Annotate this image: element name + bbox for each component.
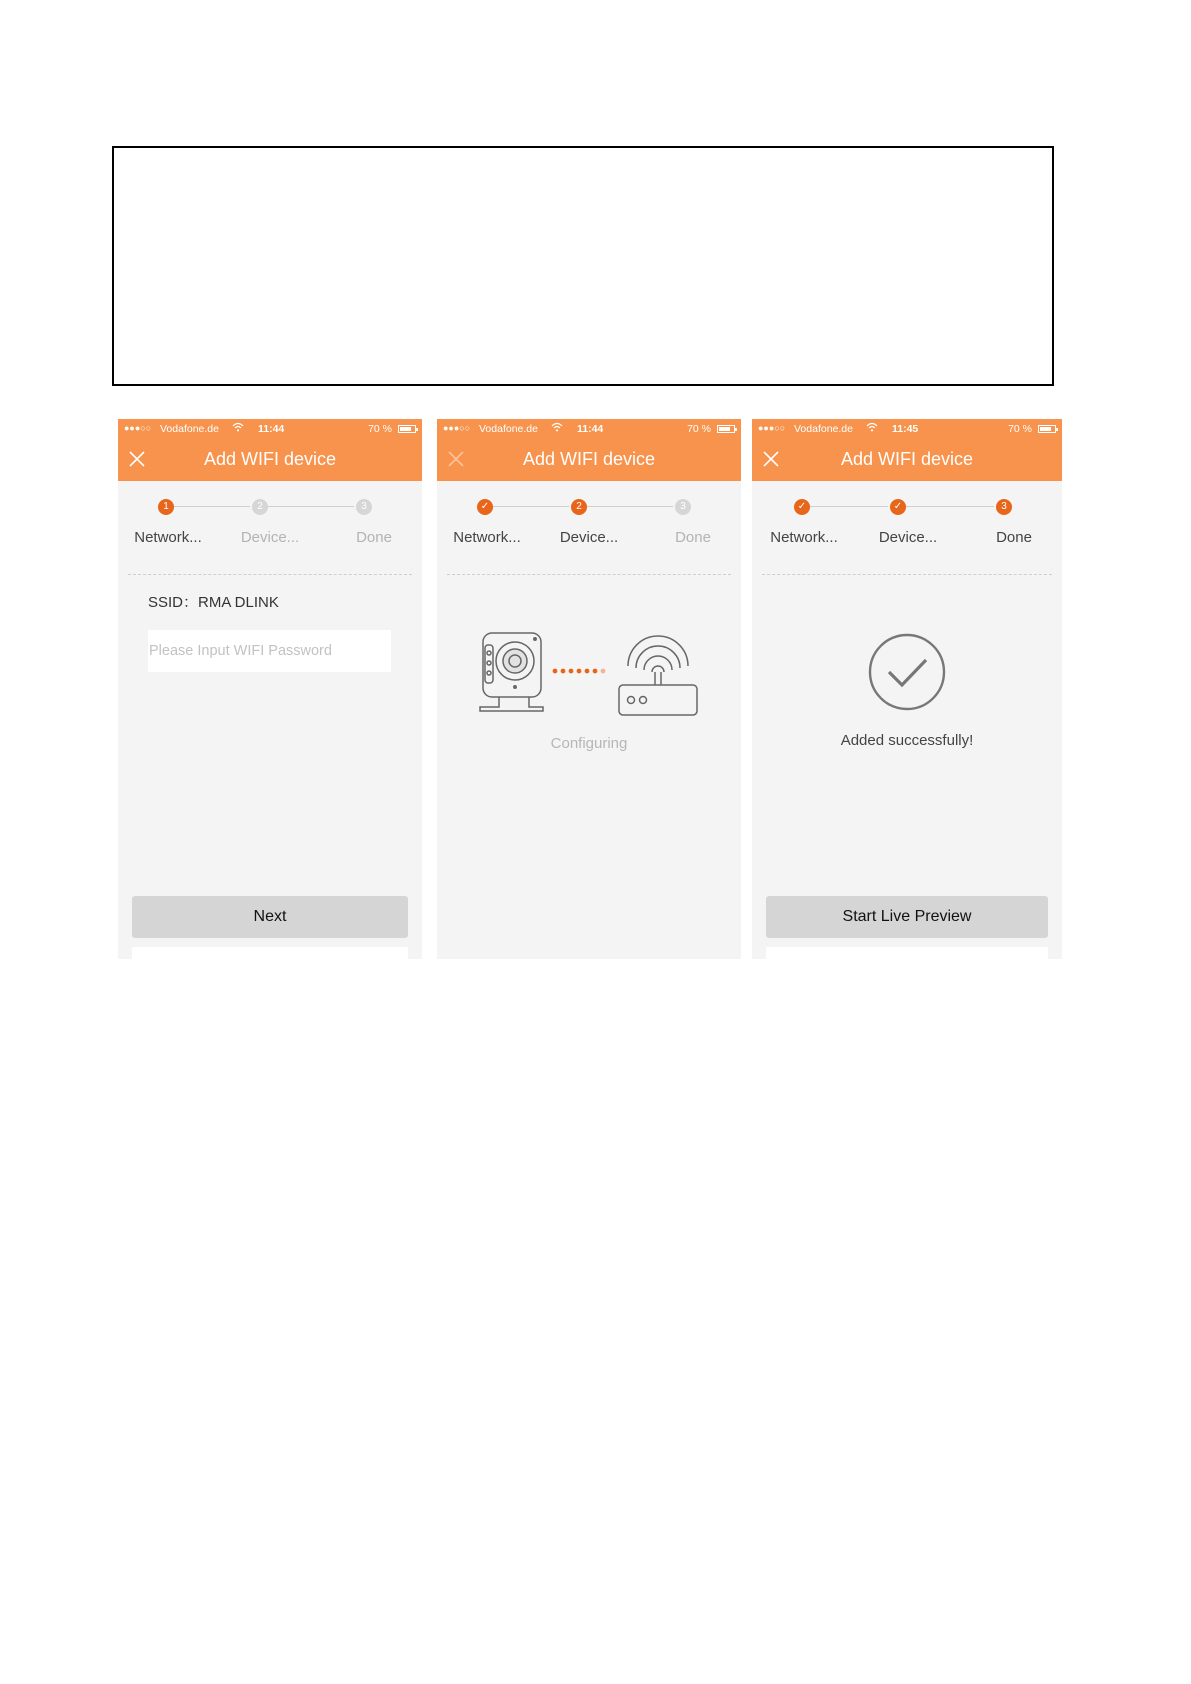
dashed-divider (128, 574, 412, 575)
step-1-label: Network... (770, 529, 838, 546)
dashed-divider (762, 574, 1052, 575)
carrier-name: Vodafone.de (160, 423, 219, 435)
step-3-label: Done (996, 529, 1032, 546)
step-1-check-icon: ✓ (477, 499, 493, 515)
camera-icon (480, 633, 543, 711)
battery-icon (398, 425, 416, 433)
title-bar (437, 439, 741, 481)
screen-network-setup (118, 419, 422, 959)
step-3-label: Done (675, 529, 711, 546)
step-3-marker: 3 (996, 499, 1012, 515)
status-time: 11:44 (258, 423, 285, 435)
bottom-strip (766, 947, 1048, 959)
dashed-divider (447, 574, 731, 575)
step-3-label: Done (356, 529, 392, 546)
progress-stepper (752, 496, 1062, 556)
step-2-marker: 2 (252, 499, 268, 515)
battery-percent: 70 % (1008, 423, 1032, 435)
step-2-check-icon: ✓ (890, 499, 906, 515)
step-1-marker: 1 (158, 499, 174, 515)
connection-dots (553, 669, 606, 674)
step-2-label: Device... (240, 529, 300, 546)
wifi-password-input[interactable] (148, 630, 391, 672)
screen-device-configuring (437, 419, 741, 959)
step-connector (268, 506, 354, 507)
signal-strength-icon: ●●●○○ (443, 423, 471, 433)
step-connector (906, 506, 994, 507)
progress-stepper (118, 496, 422, 556)
wifi-icon (866, 422, 878, 435)
camera-to-router-illustration (477, 631, 707, 721)
status-bar (437, 419, 741, 439)
step-2-label: Device... (878, 529, 938, 546)
signal-strength-icon: ●●●○○ (758, 423, 786, 433)
carrier-name: Vodafone.de (794, 423, 853, 435)
battery-percent: 70 % (368, 423, 392, 435)
start-live-preview-button[interactable]: Start Live Preview (766, 896, 1048, 938)
step-2-marker: 2 (571, 499, 587, 515)
step-3-marker: 3 (675, 499, 691, 515)
success-check-icon (867, 632, 947, 712)
progress-stepper (437, 496, 741, 556)
ssid-label: SSID：RMA DLINK (148, 594, 279, 611)
battery-icon (717, 425, 735, 433)
battery-percent: 70 % (687, 423, 711, 435)
empty-note-box (112, 146, 1054, 386)
success-message: Added successfully! (840, 732, 974, 749)
step-connector (174, 506, 250, 507)
battery-icon (1038, 425, 1056, 433)
step-2-label: Device... (559, 529, 619, 546)
step-3-marker: 3 (356, 499, 372, 515)
step-connector (493, 506, 569, 507)
title-bar (118, 439, 422, 481)
page-title: Add WIFI device (522, 449, 656, 469)
step-connector (587, 506, 673, 507)
step-connector (810, 506, 888, 507)
page-title: Add WIFI device (840, 449, 974, 469)
next-button[interactable]: Next (132, 896, 408, 938)
status-bar (118, 419, 422, 439)
screen-done (752, 419, 1062, 959)
step-1-label: Network... (134, 529, 202, 546)
wifi-icon (551, 422, 563, 435)
carrier-name: Vodafone.de (479, 423, 538, 435)
title-bar (752, 439, 1062, 481)
signal-strength-icon: ●●●○○ (124, 423, 152, 433)
router-icon (619, 636, 697, 715)
bottom-strip (132, 947, 408, 959)
step-1-label: Network... (453, 529, 521, 546)
step-1-check-icon: ✓ (794, 499, 810, 515)
page-title: Add WIFI device (203, 449, 337, 469)
status-time: 11:45 (892, 423, 919, 435)
configuring-status: Configuring (550, 735, 628, 752)
status-bar (752, 419, 1062, 439)
wifi-icon (232, 422, 244, 435)
status-time: 11:44 (577, 423, 604, 435)
